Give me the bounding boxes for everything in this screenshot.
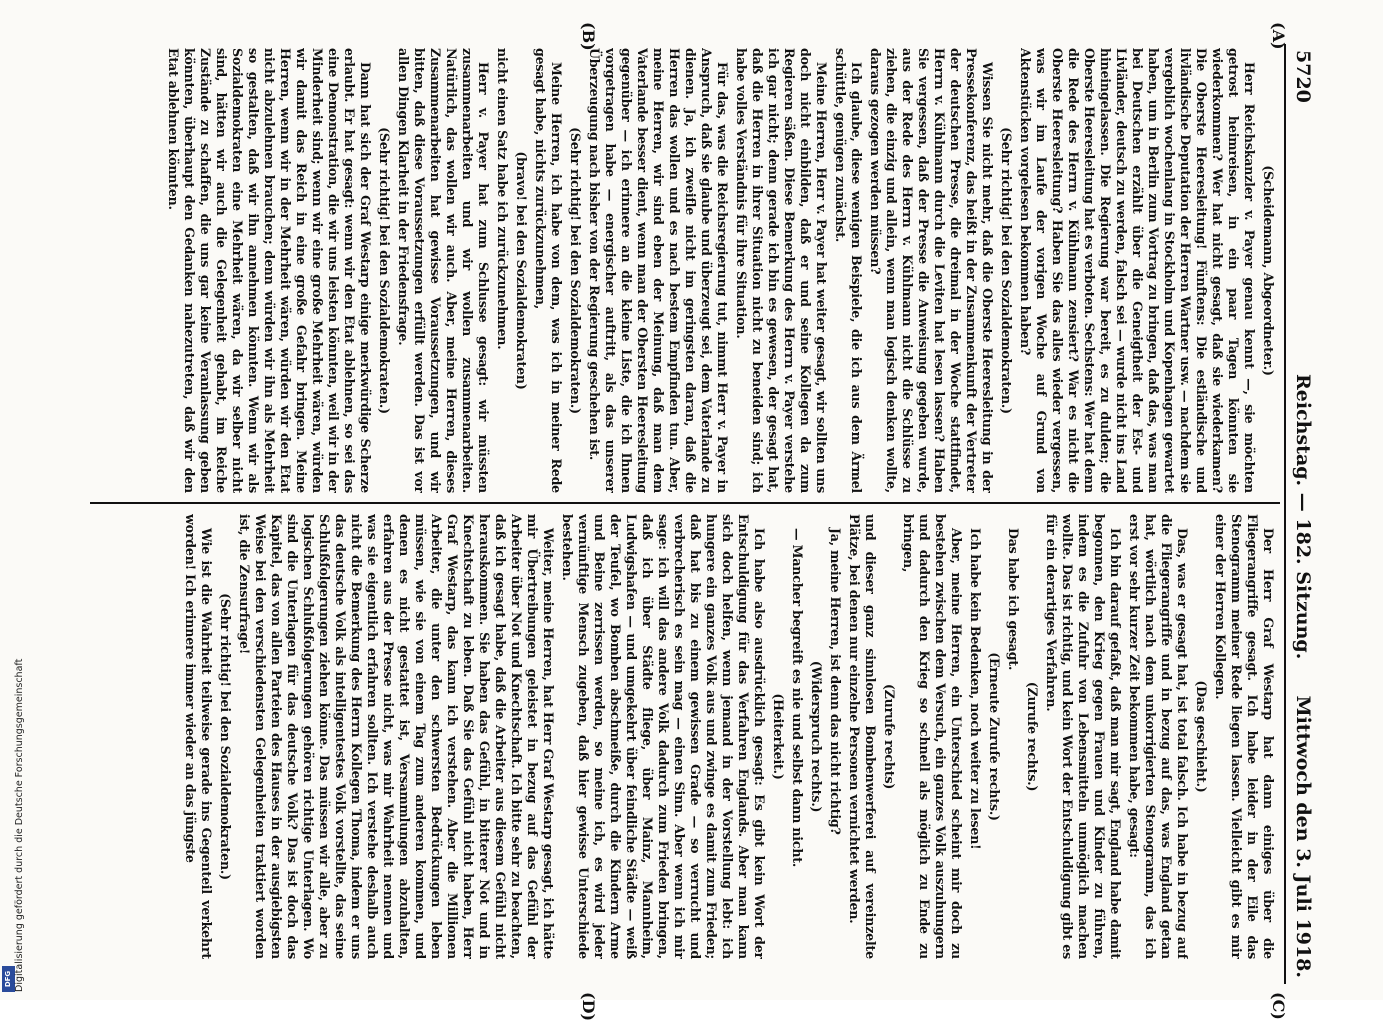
paragraph: Meine Herren, ich habe von dem, was ich in meiner Rede gesagt habe, nichts zurückzunehmen, bbox=[533, 48, 564, 493]
paragraph: Ich habe also ausdrücklich gesagt: Es gibt kein Wort der Entschuldigung für das Verfahren Englands. Aber man kann sich doch helfen, wenn jemand in der Vorstellung lebt: ich hungere ein ganzes Volk aus und zwinge es damit zum Frieden; daß hat bis zu einem gewissen Grade — so verrucht und verbrecherisch es sein mag — einen Sinn. Aber wenn ich mir sage: ich will das andere Volk dadurch zum Frieden bringen, daß ich über Städte fliege, über Mainz, Mannheim, Ludwigshafen — und umgekehrt über feindliche Städte — weiß der Teufel, wo Bomben abschmeiße, durch die Kindern Arme und Beine zerrissen werden, so meine ich, es wird jeder vernünftige Mensch zugeben, daß hier gewisse Unterschiede bestehen. bbox=[560, 514, 767, 959]
page-header bbox=[1284, 44, 1318, 984]
right-text-column bbox=[96, 514, 1276, 959]
column-divider bbox=[90, 502, 1280, 504]
paragraph: Ich bin darauf gefaßt, daß man mir sagt, England habe damit begonnen, den Krieg gegen Frauen und Kinder zu führen, indem es die Zufuhr von Lebensmitteln unmöglich machen wollte. Das ist richtig, und kein Wort der Entschuldigung gibt es für ein derartiges Verfahren. bbox=[1044, 514, 1123, 959]
paragraph: Wissen Sie nicht mehr, daß die Oberste Heeresleitung in der Pressekonferenz, das heißt in der Zusammenkunft der Vertreter der deutschen Presse, die dreimal in der Woche stattfindet, Herrn v. Kühlmann durch die Leviten hat lesen lassen? Haben Sie vergessen, daß der Presse die Anweisung gegeben wurde, aus der Rede des Herrn v. Kühlmann nicht die Schlüsse zu ziehen, die einzig und allein, wenn man logisch denken wollte, daraus gezogen werden müssen? bbox=[868, 48, 995, 493]
paragraph: (Sehr richtig! bei den Sozialdemokraten.) bbox=[218, 593, 233, 880]
paragraph: Herr Reichskanzler v. Payer genau kennt —, sie möchten getrost heimreisen, in ein paar Tagen könnten sie wiederkommen? Wer hat nicht gesagt, daß sie wiederkamen? Die Oberste Heeresleitung! Fünftens: Die estländische und livländische Deputation der Herren Wartner usw. — nachdem sie vergeblich wochenlang in Stockholm und Kopenhagen gewartet haben, um in Berlin zum Vortrag zu bringen, daß das, was man bei Deutschen erzählt über die Geneigtheit der Est- und Livländer, deutsch zu werden, falsch sei — wurde nicht ins Land hineingelassen. Die Regierung war bereit, es zu dulden; die Oberste Heeresleitung hat es verboten. Sechstens: Wer hat denn die Rede des Herrn v. Kühlmann zensiert? War es nicht die Oberste Heeresleitung? Haben Sie das alles wieder vergessen, was wir im Laufe der vorigen Woche auf Grund von Aktenstücken vorgelesen bekommen haben? bbox=[1018, 48, 1257, 493]
paragraph: (Sehr richtig! bei den Sozialdemokraten.) bbox=[377, 127, 392, 414]
margin-mark-c: (C) bbox=[1269, 992, 1288, 1020]
paragraph: Das habe ich gesagt. bbox=[1006, 528, 1021, 671]
paragraph: (Das geschieht.) bbox=[1194, 680, 1209, 793]
left-text-column bbox=[96, 48, 1276, 493]
paragraph: Das, was er gesagt hat, ist total falsch. Ich habe in bezug auf die Fliegerangriffe und in bezug auf das, was England getan hat, wörtlich nach dem unkorrigierten Stenogramm, das ich erst vor sehr kurzer Zeit bekommen habe, gesagt: bbox=[1127, 514, 1190, 959]
paragraph: (Zurufe rechts) bbox=[882, 683, 897, 790]
paragraph: Ich glaube, diese wenigen Beispiele, die ich aus dem Ärmel schüttle, genügen zunächst. bbox=[833, 48, 864, 493]
paragraph: (Heiterkeit.) bbox=[771, 693, 786, 780]
page-number: 5720 bbox=[1292, 50, 1314, 103]
session-date: Mittwoch den 3. Juli 1918. bbox=[1292, 695, 1314, 978]
paragraph: Für das, was die Reichsregierung tut, nimmt Herr v. Payer in Anspruch, daß sie glaube und überzeugt sei, dem Vaterlande zu dienen. Ja, ich zweifle nicht im geringsten daran, daß die Herren das wollen und es nach bestem Empfinden tun. Aber, meine Herren, wir sind eben der Meinung, daß man dem Vaterlande besser dient, wenn man der Obersten Heeresleitung gegenüber — ich erinnere an die kleine Liste, die ich Ihnen vorgetragen habe — energischer auftritt, als das unserer Überzeugung nach bisher von der Regierung geschehen ist. bbox=[587, 48, 730, 493]
paragraph: nicht einen Satz habe ich zurückzunehmen. bbox=[495, 48, 510, 350]
paragraph: Herr v. Payer hat zum Schlusse gesagt: wir müssten zusammenarbeiten und wir wollen zusammenarbeiten. Natürlich, das wollen wir auch. Aber, meine Herren, dieses Zusammenarbeiten hat gewisse Voraussetzungen, und wir bitten, daß diese Voraussetzungen erfüllt werden. Das ist vor allen Dingen Klarheit in der Friedensfrage. bbox=[396, 48, 491, 493]
dfg-logo: DFG bbox=[2, 966, 15, 992]
digitization-credit: Digitalisierung gefördert durch die Deutsche Forschungsgemeinschaft bbox=[14, 658, 25, 992]
paragraph: (Scheidemann, Abgeordneter.) bbox=[1261, 165, 1276, 376]
paragraph: Wie ist die Wahrheit teilweise gerade ins Gegenteil verkehrt worden! Ich erinnere immer wieder an das jüngste bbox=[183, 514, 214, 959]
paragraph: (Sehr richtig! bei den Sozialdemokraten.) bbox=[568, 127, 583, 414]
paragraph: Weiter, meine Herren, hat Herr Graf Westarp gesagt, ich hätte mir Übertreibungen geleistet in bezug auf das Gefühl der Arbeiter über Not und Knechtschaft. Ich bitte sehr zu beachten, daß ich gesagt habe, daß die Arbeiter aus diesem Gefühl nicht herauskommen. Sie haben das Gefühl, in bitterer Not und in Knechtschaft zu leben. Daß Sie das Gefühl nicht haben, Herr Graf Westarp, das kann ich verstehen. Aber die Millionen Arbeiter, die unter den schwersten Bedrückungen leben müssen, wie sie von einem Tag zum anderen kommen, und denen es nicht gestattet ist, Versammlungen abzuhalten, erfahren aus der Presse nicht, was mir Wahrheit nennen und was sie eigentlich erfahren sollten. Ich verstehe deshalb auch nicht die Bemerkung des Herrn Kollegen Thoma, indem er uns das deutsche Volk als intelligentestes Volk vorstellte, das seine Schlußfolgerungen ziehen könne. Das müssen wir alle, aber zu logischen Schlußfolgerungen gehören richtige Unterlagen. Wo sind die Unterlagen für das deutsche Volk? Das ist doch das Kapitel, das von allen Parteien des Hauses in der ausgiebigsten Weise bei den verschiedensten Gelegenheiten traktiert worden ist, die Zensurfrage! bbox=[237, 514, 556, 959]
paragraph: Ja, meine Herren, ist denn das nicht richtig? bbox=[828, 528, 843, 835]
paragraph: (Widerspruch rechts.) bbox=[809, 660, 824, 813]
paragraph: (bravo! bei den Sozialdemokraten) bbox=[514, 151, 529, 390]
margin-mark-a: (A) bbox=[1269, 22, 1288, 50]
paragraph: Der Herr Graf Westarp hat dann einiges über die Fliegerangriffe gesagt. Ich habe leider in der Eile das Stenogramm meiner Rede liegen lassen. Vielleicht gibt es mir einer der Herren Kollegen. bbox=[1213, 514, 1276, 959]
session-title: Reichstag. — 182. Sitzung. bbox=[1292, 374, 1314, 660]
rotated-page-content bbox=[78, 22, 1318, 1021]
paragraph: Meine Herren, Herr v. Payer hat weiter gesagt, wir sollten uns doch nicht einbilden, daß er und seine Kollegen da zum Regieren säßen. Diese Bemerkung des Herrn v. Payer verstehe ich gar nicht; denn gerade ich bin es gewesen, der gesagt hat, daß die Herren in ihrer Situation nicht zu beneiden sind; ich habe volles Verständnis für ihre Situation. bbox=[734, 48, 829, 493]
paragraph: Dann hat sich der Graf Westarp einige merkwürdige Scherze erlaubt. Er hat gesagt: wenn wir den Etat ablehnen, so sei das eine Demonstration, die wir uns leisten könnten, weil wir in der Minderheit sind; wenn wir eine große Mehrheit wären, würden wir damit das Reich in eine große Gefahr bringen. Meine Herren, wenn wir in der Mehrheit wären, würden wir den Etat nicht abzulehnen brauchen; denn würden wir ihn als Mehrheit so gestalten, daß wir ihn annehmen könnten. Wenn wir als Sozialdemokraten eine Mehrheit wären, da wir selber nicht sind, hätten wir auch die Gelegenheit gehabt, im Reiche Zustände zu schaffen, die uns gar keine Veranlassung geben könnten, überhaupt den Gedanken nahezutreten, daß wir den Etat ablehnen könnten. bbox=[166, 48, 373, 493]
paragraph: (Erneute Zurufe rechts.) bbox=[987, 652, 1002, 821]
margin-mark-b: (B) bbox=[579, 22, 598, 51]
paragraph: — Mancher begreift es nie und selbst dann nicht. bbox=[790, 528, 805, 868]
paragraph: Aber, meine Herren, ein Unterschied scheint mir doch zu bestehen zwischen dem Versuch, ein ganzes Volk auszuhungern und dadurch den Krieg so schnell als möglich zu Ende zu bringen, bbox=[901, 514, 964, 959]
paragraph: Ich habe kein Bedenken, noch weiter zu lesen! bbox=[968, 528, 983, 850]
margin-mark-d: (D) bbox=[579, 992, 598, 1021]
paragraph: (Sehr richtig! bei den Sozialdemokraten.) bbox=[999, 127, 1014, 414]
paragraph: und dieser ganz sinnlosen Bombenwerferei auf vereinzelte Plätze, bei denen nur einzelne Personen vernichtet werden. bbox=[847, 514, 878, 959]
paragraph: (Zurufe rechts.) bbox=[1025, 681, 1040, 792]
